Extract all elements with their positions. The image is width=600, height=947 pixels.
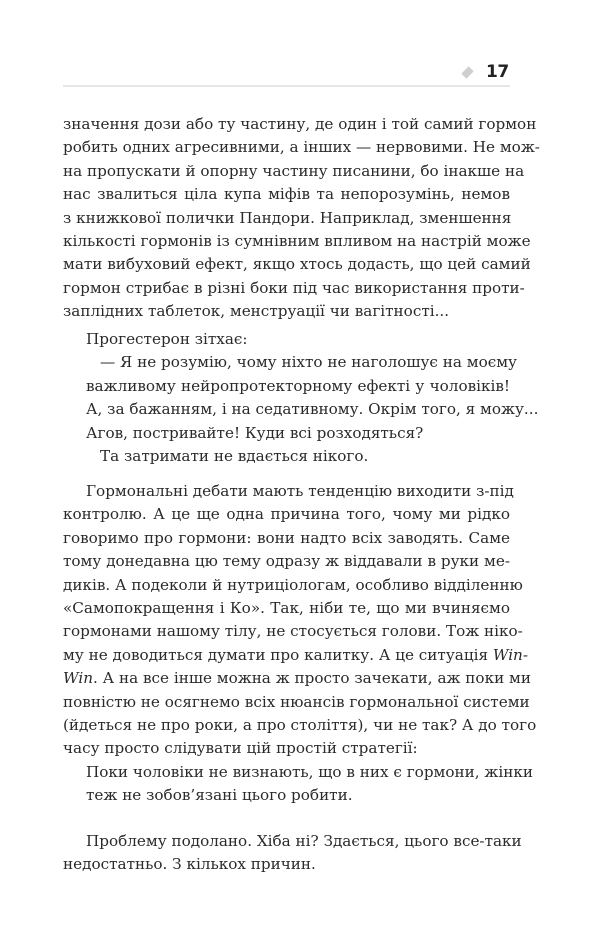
text-segment: му не доводиться думати про калитку. А це ситуація [63, 645, 493, 664]
dialogue-line: А, за бажанням, і на седативному. Окрім того, я можу... [86, 400, 539, 419]
text-line: диків. А подеколи й нутриціологам, особливо відділенню [63, 575, 523, 594]
dialogue-intro: Прогестерон зітхає: [86, 330, 248, 348]
text-line: Гормональні дебати мають тенденцію виходити з-під [86, 482, 514, 500]
text-line: (йдеться не про роки, а про століття), чи не так? А до того [63, 715, 537, 734]
dialogue-line: — Я не розумію, чому ніхто не наголошує на моєму [100, 353, 517, 372]
page-number: 17 [486, 62, 509, 82]
text-line: на пропускати й опорну частину писанини, бо інакше на [63, 161, 525, 180]
text-line: нас звалиться ціла купа міфів та непорозумінь, немов [63, 185, 510, 204]
text-line: робить одних агресивними, а інших — нервовими. Не мож- [63, 138, 540, 157]
dialogue-line: важливому нейропротекторному ефекті у чоловіків! [86, 376, 510, 395]
quote-block [63, 761, 533, 808]
text-line-with-italic [63, 667, 531, 690]
text-line: говоримо про гормони: вони надто всіх заводять. Саме [63, 528, 510, 547]
text-line: повністю не осягнемо всіх нюансів гормональної системи [63, 692, 530, 711]
paragraph-1 [63, 113, 540, 324]
dialogue-line: Агов, постривайте! Куди всі розходяться? [86, 423, 424, 442]
italic-term: Win- [492, 645, 528, 664]
quote-line: Поки чоловіки не визнають, що в них є гормони, жінки [86, 763, 533, 781]
text-line: недостатньо. З кількох причин. [63, 855, 316, 874]
text-line: з книжкової полички Пандори. Наприклад, зменшення [63, 208, 512, 227]
text-line: заплідних таблеток, менструації чи вагітності... [63, 302, 450, 321]
text-line: значення дози або ту частину, де один і той самий гормон [63, 115, 537, 133]
text-line: тому донедавна цю тему одразу ж віддавали в руки ме- [63, 552, 510, 571]
diamond-icon [461, 66, 473, 78]
text-line-with-italic [63, 644, 528, 667]
text-line: «Самопокращення і Ко». Так, ніби те, що ми вчиняємо [63, 598, 510, 617]
header-rule [63, 85, 510, 87]
text-line: контролю. А це ще одна причина того, чому ми рідко [63, 505, 510, 524]
dialogue-block [63, 328, 539, 468]
italic-term: Win [63, 669, 93, 688]
paragraph-3 [63, 830, 522, 877]
text-line: мати вибуховий ефект, якщо хтось додасть, що цей самий [63, 255, 531, 274]
dialogue-line: Та затримати не вдається нікого. [100, 446, 369, 465]
quote-line: теж не зобов’язані цього робити. [86, 786, 353, 805]
text-line: Проблему подолано. Хіба ні? Здається, цього все-таки [86, 832, 522, 850]
paragraph-2 [63, 480, 537, 761]
text-segment: . А на все інше можна ж просто зачекати, аж поки ми [92, 669, 531, 688]
text-line: кількості гормонів із сумнівним впливом на настрій може [63, 231, 531, 250]
text-line: часу просто слідувати цій простій стратегії: [63, 739, 418, 758]
text-line: гормон стрибає в різні боки під час використання проти- [63, 278, 525, 297]
text-line: гормонами нашому тілу, не стосується голови. Тож ніко- [63, 622, 523, 641]
